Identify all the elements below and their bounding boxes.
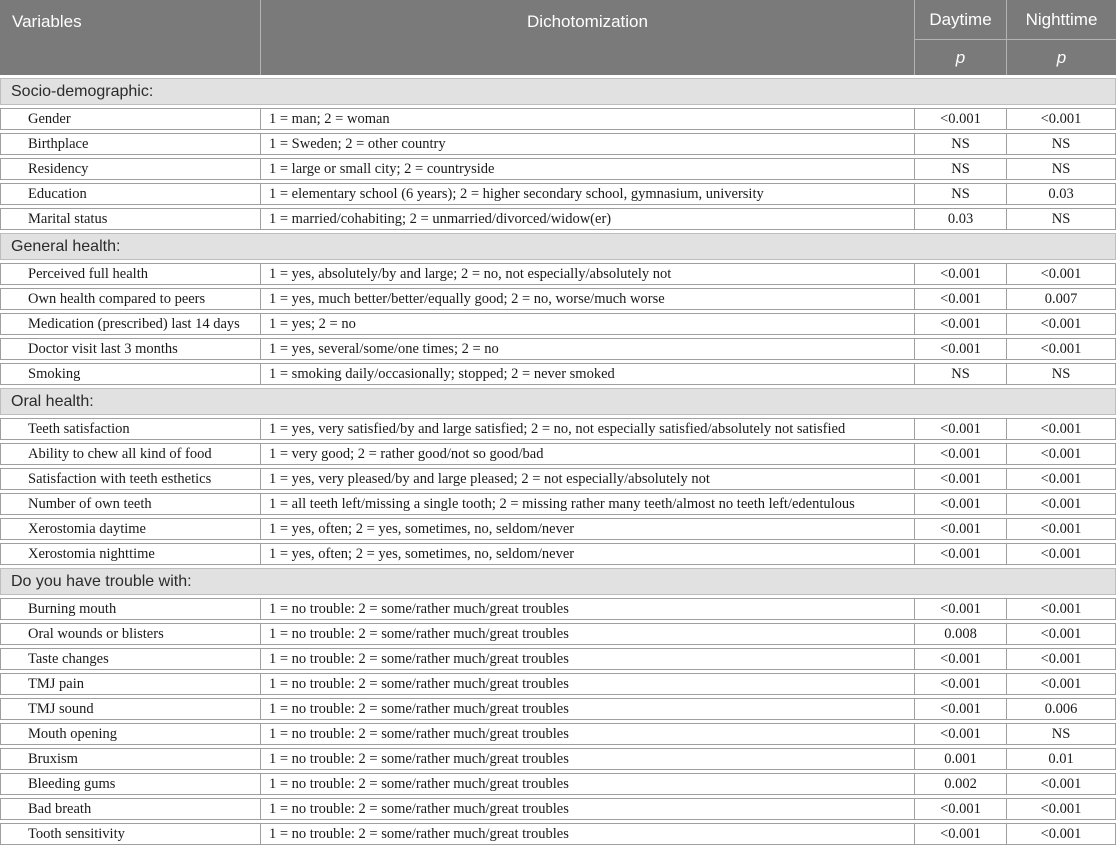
nighttime-p-cell: <0.001	[1040, 496, 1082, 512]
nighttime-p-cell: <0.001	[1040, 776, 1082, 792]
variable-cell: Bruxism	[1, 749, 261, 769]
column-header-dichotomization: Dichotomization	[261, 0, 915, 75]
nighttime-p-cell: <0.001	[1040, 601, 1082, 617]
nighttime-p-cell: <0.001	[1040, 826, 1082, 842]
nighttime-p-cell: <0.001	[1040, 316, 1082, 332]
variable-cell: Gender	[1, 109, 261, 129]
nighttime-p-cell: NS	[1051, 136, 1071, 152]
variable-cell: Residency	[1, 159, 261, 179]
variable-cell: Ability to chew all kind of food	[1, 444, 261, 464]
section-header	[0, 568, 1116, 595]
table-row	[0, 108, 1116, 130]
variable-cell: Marital status	[1, 209, 261, 229]
nighttime-p-cell: <0.001	[1040, 546, 1082, 562]
daytime-p-cell: 0.001	[915, 749, 1007, 769]
variable-cell: Mouth opening	[1, 724, 261, 744]
nighttime-p-cell: <0.001	[1040, 111, 1082, 127]
daytime-p-cell: <0.001	[915, 824, 1007, 844]
variable-cell: Birthplace	[1, 134, 261, 154]
table-body	[0, 75, 1116, 845]
nighttime-p-cell: NS	[1051, 161, 1071, 177]
daytime-p-cell: <0.001	[915, 419, 1007, 439]
variable-cell: Bad breath	[1, 799, 261, 819]
section-header	[0, 78, 1116, 105]
daytime-p-cell: <0.001	[915, 339, 1007, 359]
daytime-p-cell: <0.001	[915, 544, 1007, 564]
nighttime-p-cell: 0.01	[1048, 751, 1074, 767]
dichotomization-cell: 1 = large or small city; 2 = countryside	[261, 159, 915, 179]
nighttime-p-cell: <0.001	[1040, 801, 1082, 817]
table-row	[0, 623, 1116, 645]
nighttime-p-cell: <0.001	[1040, 626, 1082, 642]
variable-cell: Oral wounds or blisters	[1, 624, 261, 644]
daytime-p-cell: <0.001	[915, 494, 1007, 514]
table-row	[0, 543, 1116, 565]
daytime-p-cell: NS	[915, 134, 1007, 154]
variable-cell: Smoking	[1, 364, 261, 384]
nighttime-p-cell: NS	[1051, 726, 1071, 742]
table-row	[0, 208, 1116, 230]
section-header	[0, 388, 1116, 415]
nighttime-p-cell: NS	[1051, 366, 1071, 382]
variable-cell: TMJ pain	[1, 674, 261, 694]
section-header-label: Do you have trouble with:	[11, 572, 192, 590]
dichotomization-cell: 1 = no trouble: 2 = some/rather much/great troubles	[261, 749, 915, 769]
table-row	[0, 183, 1116, 205]
dichotomization-cell: 1 = yes, very satisfied/by and large satisfied; 2 = no, not especially satisfied/absolutely not satisfied	[261, 419, 915, 439]
nighttime-p-cell: <0.001	[1040, 521, 1082, 537]
table-row	[0, 823, 1116, 845]
table-row	[0, 263, 1116, 285]
table-row	[0, 673, 1116, 695]
dichotomization-cell: 1 = no trouble: 2 = some/rather much/great troubles	[261, 649, 915, 669]
table-row	[0, 468, 1116, 490]
variable-cell: Burning mouth	[1, 599, 261, 619]
dichotomization-cell: 1 = no trouble: 2 = some/rather much/great troubles	[261, 674, 915, 694]
table-row	[0, 313, 1116, 335]
table-row	[0, 748, 1116, 770]
nighttime-p-cell: <0.001	[1040, 651, 1082, 667]
variable-cell: Taste changes	[1, 649, 261, 669]
nighttime-p-cell: <0.001	[1040, 421, 1082, 437]
nighttime-p-cell: 0.006	[1044, 701, 1078, 717]
dichotomization-cell: 1 = smoking daily/occasionally; stopped; 2 = never smoked	[261, 364, 915, 384]
section-header-label: Socio-demographic:	[11, 82, 154, 100]
daytime-p-cell: NS	[915, 159, 1007, 179]
dichotomization-cell: 1 = Sweden; 2 = other country	[261, 134, 915, 154]
daytime-p-cell: <0.001	[915, 724, 1007, 744]
column-header-daytime: Daytime	[915, 0, 1007, 40]
dichotomization-cell: 1 = no trouble: 2 = some/rather much/great troubles	[261, 724, 915, 744]
dichotomization-cell: 1 = no trouble: 2 = some/rather much/great troubles	[261, 799, 915, 819]
variable-cell: Perceived full health	[1, 264, 261, 284]
table-row	[0, 723, 1116, 745]
daytime-p-cell: 0.002	[915, 774, 1007, 794]
table-row	[0, 698, 1116, 720]
daytime-p-cell: <0.001	[915, 444, 1007, 464]
daytime-p-cell: <0.001	[915, 649, 1007, 669]
dichotomization-cell: 1 = yes, very pleased/by and large pleased; 2 = not especially/absolutely not	[261, 469, 915, 489]
variable-cell: Bleeding gums	[1, 774, 261, 794]
variable-cell: Teeth satisfaction	[1, 419, 261, 439]
nighttime-p-cell: <0.001	[1040, 266, 1082, 282]
table-row	[0, 798, 1116, 820]
daytime-p-cell: <0.001	[915, 289, 1007, 309]
table-row	[0, 133, 1116, 155]
table-row	[0, 648, 1116, 670]
dichotomization-cell: 1 = yes, absolutely/by and large; 2 = no, not especially/absolutely not	[261, 264, 915, 284]
dichotomization-cell: 1 = married/cohabiting; 2 = unmarried/divorced/widow(er)	[261, 209, 915, 229]
section-header	[0, 233, 1116, 260]
table-row	[0, 338, 1116, 360]
dichotomization-cell: 1 = yes, often; 2 = yes, sometimes, no, seldom/never	[261, 544, 915, 564]
variable-cell: Doctor visit last 3 months	[1, 339, 261, 359]
daytime-p-cell: <0.001	[915, 109, 1007, 129]
daytime-p-cell: 0.008	[915, 624, 1007, 644]
dichotomization-cell: 1 = man; 2 = woman	[261, 109, 915, 129]
table-row	[0, 518, 1116, 540]
variable-cell: Satisfaction with teeth esthetics	[1, 469, 261, 489]
daytime-p-cell: 0.03	[915, 209, 1007, 229]
daytime-p-cell: <0.001	[915, 519, 1007, 539]
daytime-p-cell: <0.001	[915, 674, 1007, 694]
table-row	[0, 443, 1116, 465]
variable-cell: Medication (prescribed) last 14 days	[1, 314, 261, 334]
variable-cell: Education	[1, 184, 261, 204]
column-subheader-daytime-p: p	[915, 40, 1007, 75]
table-row	[0, 288, 1116, 310]
column-header-nighttime: Nighttime	[1007, 0, 1116, 40]
variable-cell: Number of own teeth	[1, 494, 261, 514]
daytime-p-cell: <0.001	[915, 699, 1007, 719]
table-row	[0, 773, 1116, 795]
nighttime-p-cell: <0.001	[1040, 676, 1082, 692]
table-row	[0, 418, 1116, 440]
variable-cell: Xerostomia nighttime	[1, 544, 261, 564]
dichotomization-cell: 1 = yes; 2 = no	[261, 314, 915, 334]
section-header-label: Oral health:	[11, 392, 94, 410]
variable-cell: Own health compared to peers	[1, 289, 261, 309]
section-header-label: General health:	[11, 237, 121, 255]
table-header-row	[0, 0, 1116, 75]
nighttime-p-cell: 0.03	[1048, 186, 1074, 202]
dichotomization-cell: 1 = no trouble: 2 = some/rather much/great troubles	[261, 624, 915, 644]
dichotomization-cell: 1 = yes, much better/better/equally good; 2 = no, worse/much worse	[261, 289, 915, 309]
daytime-p-cell: NS	[915, 364, 1007, 384]
nighttime-p-cell: 0.007	[1044, 291, 1078, 307]
column-subheader-nighttime-p: p	[1056, 47, 1067, 67]
daytime-p-cell: <0.001	[915, 799, 1007, 819]
dichotomization-cell: 1 = elementary school (6 years); 2 = higher secondary school, gymnasium, university	[261, 184, 915, 204]
daytime-p-cell: <0.001	[915, 264, 1007, 284]
dichotomization-cell: 1 = all teeth left/missing a single tooth; 2 = missing rather many teeth/almost no teeth left/edentulous	[261, 494, 915, 514]
nighttime-p-cell: <0.001	[1040, 471, 1082, 487]
nighttime-p-cell: NS	[1051, 211, 1071, 227]
column-header-variables: Variables	[0, 0, 261, 75]
dichotomization-cell: 1 = no trouble: 2 = some/rather much/great troubles	[261, 699, 915, 719]
variable-cell: Xerostomia daytime	[1, 519, 261, 539]
variable-cell: TMJ sound	[1, 699, 261, 719]
dichotomization-cell: 1 = no trouble: 2 = some/rather much/great troubles	[261, 824, 915, 844]
nighttime-p-cell: <0.001	[1040, 446, 1082, 462]
table-row	[0, 158, 1116, 180]
dichotomization-cell: 1 = no trouble: 2 = some/rather much/great troubles	[261, 599, 915, 619]
dichotomization-cell: 1 = yes, often; 2 = yes, sometimes, no, seldom/never	[261, 519, 915, 539]
daytime-p-cell: <0.001	[915, 599, 1007, 619]
dichotomization-cell: 1 = no trouble: 2 = some/rather much/great troubles	[261, 774, 915, 794]
variable-cell: Tooth sensitivity	[1, 824, 261, 844]
table-row	[0, 493, 1116, 515]
daytime-p-cell: NS	[915, 184, 1007, 204]
nighttime-p-cell: <0.001	[1040, 341, 1082, 357]
table-row	[0, 598, 1116, 620]
dichotomization-cell: 1 = yes, several/some/one times; 2 = no	[261, 339, 915, 359]
dichotomization-cell: 1 = very good; 2 = rather good/not so good/bad	[261, 444, 915, 464]
daytime-p-cell: <0.001	[915, 469, 1007, 489]
table-row	[0, 363, 1116, 385]
daytime-p-cell: <0.001	[915, 314, 1007, 334]
